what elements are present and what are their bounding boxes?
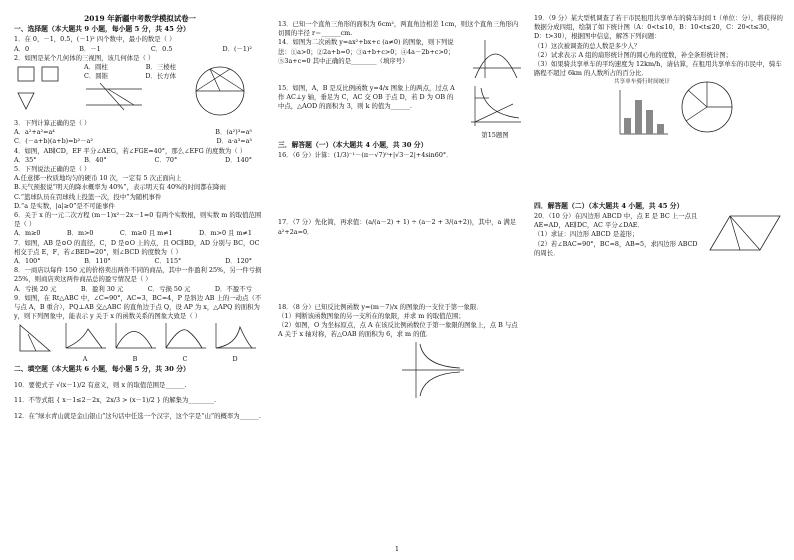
option: C．0.5 xyxy=(150,44,173,53)
bar-chart-figure xyxy=(614,88,670,140)
graph-option-b xyxy=(112,321,158,351)
option: C．70° xyxy=(154,155,178,164)
option: D．不盈不亏 xyxy=(214,284,252,293)
option: A．m≥0 xyxy=(14,229,41,238)
question-1-options xyxy=(14,45,266,54)
pie-chart-figure xyxy=(678,78,736,136)
question-13: 13．已知一个直角三角形的面积为 6cm²，两直角边相差 1cm，则这个直角三角形内切圆的半径 r＝______cm. xyxy=(278,20,519,38)
option: D．(－1)² xyxy=(222,44,252,53)
option: B．m>0 xyxy=(66,229,94,238)
option: A．亏损 20 元 xyxy=(14,284,57,293)
option: D．140° xyxy=(225,155,252,164)
option: D．m>0 且 m≠1 xyxy=(199,229,252,238)
graph-label: B xyxy=(132,354,138,363)
option: C．m≥0 且 m≠1 xyxy=(119,229,173,238)
option: A．35° xyxy=(14,155,37,164)
option: C.“篮球队员在罚球线上投篮一次，投中”为随机事件 xyxy=(14,192,162,201)
column-left xyxy=(14,14,266,421)
option: B．盈利 30 元 xyxy=(80,284,124,293)
hyperbola-figure xyxy=(398,340,468,400)
option: A.任意掷一枚质地均匀的硬币 10 次，一定有 5 次正面向上 xyxy=(14,174,182,183)
question-9-graphs xyxy=(14,321,266,363)
section-heading-solve-2: 四．解答题（二）（本大题共 4 小题，共 45 分） xyxy=(534,201,684,210)
graph-label: D xyxy=(232,354,238,363)
option: D．长方体 xyxy=(145,72,176,81)
question-17: 17．（7 分）先化简，再求值：(a/(a－2) + 1) ÷ (a－2 + 3/(a+2))，其中，a 满足 a²+2a=0． xyxy=(278,218,517,236)
option: B．40° xyxy=(84,155,107,164)
question-12: 12．在“绿水青山就是金山银山”这句话中任选一个汉字，这个字是“山”的概率为______. xyxy=(14,411,261,420)
question-14: 14．如图为二次函数 y=ax²+bx+c (a≠0) 的图象，则下列说法：①a>0；②2a+b=0；③a+b+c>0；④4a－2b+c>0；⑤3a+c=0 其中正确的是________（填序号） xyxy=(278,38,455,65)
column-right xyxy=(534,14,784,258)
question-20: 20．（10 分）在四边形 ABCD 中，点 E 是 BC 上一点且 AE=AD，AE∥DC，AC 平分∠DAE． xyxy=(534,212,698,230)
option: A．100° xyxy=(14,257,41,266)
question-2: 2．如图是某个几何体的三视图，该几何体是（ ） xyxy=(14,53,155,62)
parabola-figure xyxy=(471,38,523,80)
question-1: 1．在 0，－1，0.5，(－1)² 四个数中，最小的数是（ ） xyxy=(14,35,176,44)
graph-label: C xyxy=(182,354,188,363)
question-8: 8．一商店以每件 150 元的价格卖出两件不同的商品，其中一件盈利 25%，另一件亏损 25%，则商店卖这两件商品总的盈亏情况是（ ） xyxy=(14,266,262,284)
option: C．115° xyxy=(154,257,182,266)
option: A．0 xyxy=(14,44,30,53)
column-middle xyxy=(278,14,523,403)
option: B．三棱柱 xyxy=(145,63,176,72)
quadrilateral-figure xyxy=(708,212,784,254)
figure-caption: 第15题图 xyxy=(481,130,509,139)
question-19: 19．（9 分）某大型机调查了若干市民租用共享单车的骑车时间 t（单位：分），将获得的数据分成四组，绘制了如下统计图（A：0<t≤10，B：10<t≤20，C：20<t≤30，D：t>30），根据图中信息，解答下列问题： xyxy=(534,14,783,41)
question-18-part-2: （2）如图，O 为坐标原点，点 A 在该反比例函数位于第一象限的图象上，点 B 与点 A 关于 x 轴对称，若△OAB 的面积为 6，求 m 的值． xyxy=(278,321,518,339)
question-10: 10．要使式子 √(x－1)/2 有意义，则 x 的取值范围是______. xyxy=(14,381,187,390)
section-heading-solve-1: 三．解答题（一）（本大题共 4 小题，共 30 分） xyxy=(278,141,428,150)
option: D.“a 是实数，|a|≥0”是不可能事件 xyxy=(14,201,115,210)
section-heading-fill: 二、填空题（本大题共 6 小题，每小题 5 分，共 30 分） xyxy=(14,364,190,373)
question-9: 9．如图，在 Rt△ABC 中，∠C=90°，AC=3，BC=4，P 是斜边 AB 上的一动点（不与点 A，B 重合），PQ⊥AB 交△ABC 的直角边于点 Q，设 AP 为 x，△APQ 的面积为 y，则下列图象中，能表示 y 关于 x 的函数关系的图象大致是（ ） xyxy=(14,293,262,321)
graph-option-c xyxy=(162,321,208,351)
section-heading-choice: 一、选择题（本大题共 9 小题，每小题 5 分，共 45 分） xyxy=(14,25,190,34)
question-2-figures xyxy=(14,63,266,119)
reciprocal-figure xyxy=(467,84,523,128)
question-20-part-1: （1）求证：四边形 ABCD 是菱形； xyxy=(534,230,639,239)
paper-title: 2019 年新疆中考数学模拟试卷一 xyxy=(84,14,196,23)
question-20-part-2: （2）若∠BAC=90°，BC=8，AB=5，求四边形 ABCD 的周长． xyxy=(534,239,698,257)
option: B．(a²)³=a⁵ xyxy=(215,128,252,137)
question-11: 11．不等式组 { x－1≤2－2x，2x/3 > (x－1)/2 } 的解集为________. xyxy=(14,396,217,405)
option: D．a·a³=a³ xyxy=(216,137,252,146)
question-18-part-1: （1）判断该函数图象的另一支所在的象限，并求 m 的取值范围； xyxy=(278,312,465,321)
parallel-lines-figure xyxy=(84,81,144,111)
option: C．亏损 50 元 xyxy=(147,284,191,293)
option: B．－1 xyxy=(79,44,101,53)
question-18: 18．（8 分）已知反比例函数 y=(m－7)/x 的图象的一支位于第一象限． xyxy=(278,302,483,311)
graph-option-a xyxy=(62,321,108,351)
question-7: 7．如图，AB 是⊙O 的直径，C，D 是⊙O 上的点，且 OC∥BD，AD 分别与 BC，OC 相交于点 E，F，若∠BED=20°，则∠BCD 的度数为（ ） xyxy=(14,238,260,256)
circle-figure xyxy=(184,63,256,119)
graph-label: A xyxy=(82,354,88,363)
option: C．圆锥 xyxy=(84,72,109,81)
graph-option-d xyxy=(212,321,258,351)
question-15: 15．如图，A，B 是反比例函数 y=4/x 图象上的两点，过点 A 作 AC⊥y 轴，垂足为 C，AC 交 OB 于点 D，若 D 为 OB 的中点，△AOD 的面积为 3，则 k 的值为______. xyxy=(278,83,455,111)
three-view-figure xyxy=(14,63,76,117)
question-5: 5．下列说法正确的是（ ） xyxy=(14,165,91,174)
option: A．圆柱 xyxy=(84,63,108,72)
option: D．120° xyxy=(225,257,252,266)
question-19-part-2: （2）试求表示 A 组的扇形统计图的圆心角的度数，补全条形统计图； xyxy=(534,50,733,59)
question-19-part-1: （1）这次被调查的总人数是多少人？ xyxy=(534,41,641,50)
question-16: 16．（6 分）计算：(1/3)⁻¹－(π－√7)⁰+|√3－2|+4sin60°． xyxy=(278,151,453,160)
option: B．110° xyxy=(84,257,111,266)
page-number: 1 xyxy=(394,545,400,553)
option: B.天气预报说“明天的降水概率为 40%”，表示明天有 40%的时间都在降雨 xyxy=(14,183,226,192)
question-19-part-3: （3）如果骑共享单车的平均速度为 12km/h，请估算，在租用共享单车的市民中，骑车路程不超过 6km 的人数所占的百分比． xyxy=(534,60,782,78)
question-3: 3．下列计算正确的是（ ） xyxy=(14,119,91,128)
chart-caption: 共享单车骑行时间统计 xyxy=(614,79,670,86)
option: C．(－a+b)(a+b)=b²－a² xyxy=(14,137,93,146)
question-6: 6．关于 x 的一元二次方程 (m－1)x²－2x－1=0 有两个实数根，则实数 m 的取值范围是（ ） xyxy=(14,211,262,229)
option: A．a²+a²=a⁴ xyxy=(14,128,55,137)
triangle-figure xyxy=(14,321,58,355)
question-4: 4．如图，AB∥CD，EF 平分∠AEG，若∠FGE=40°，那么∠EFG 的度数为（ ） xyxy=(14,146,247,155)
